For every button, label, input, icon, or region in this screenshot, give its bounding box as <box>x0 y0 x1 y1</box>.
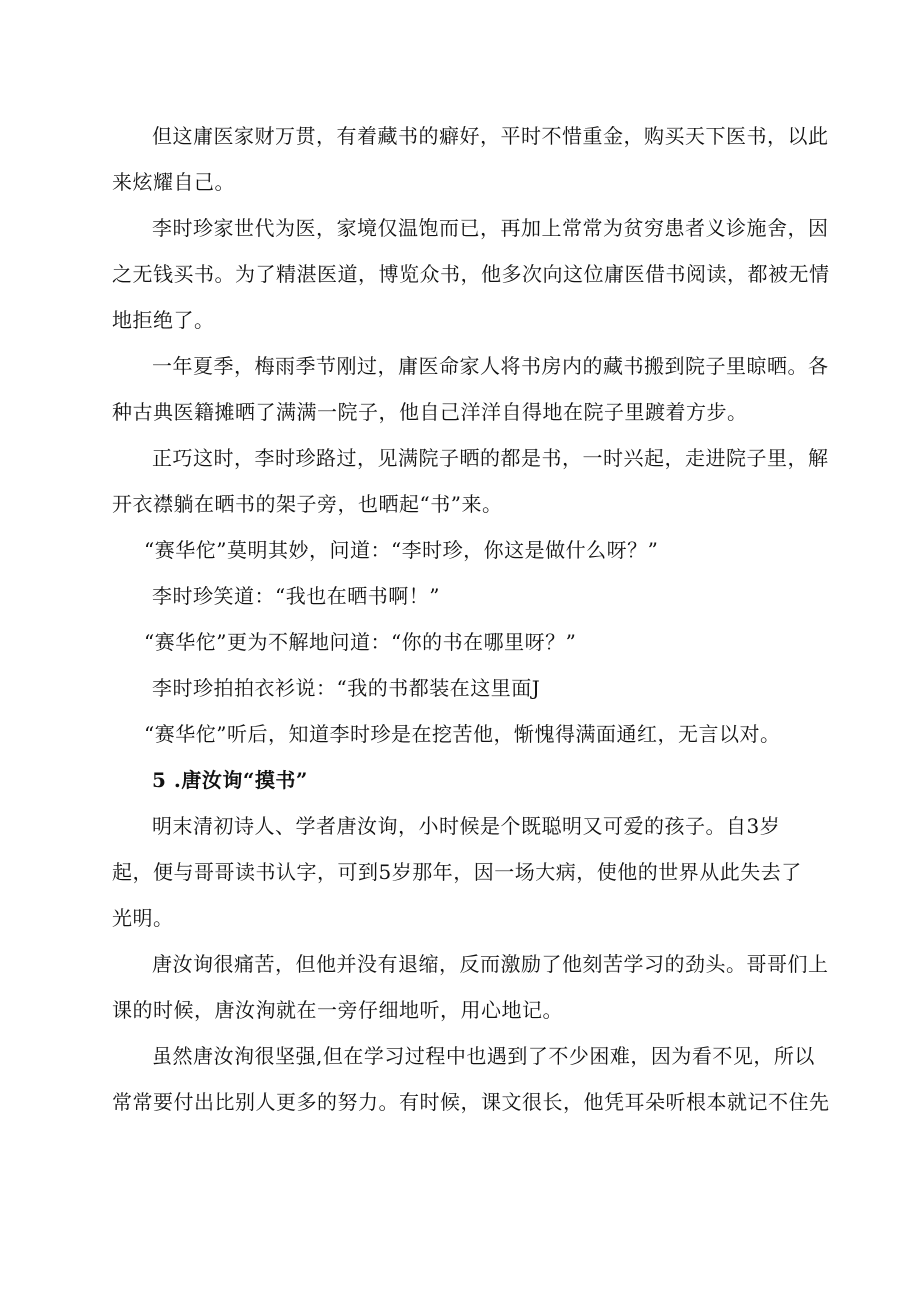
text-line: 课的时候，唐汝洵就在一旁仔细地听，用心地记。 <box>112 998 563 1022</box>
text-line: 李时珍拍拍衣衫说：“我的书都装在这里面J <box>152 676 541 700</box>
paragraph <box>112 435 829 527</box>
text-line: 但这庸医家财万贯，有着藏书的癖好，平时不惜重金，购买天下医书，以此 <box>152 124 829 148</box>
text-line: 正巧这时，李时珍路过，见满院子晒的都是书，一时兴起，走进院子里，解 <box>152 446 829 470</box>
text-line: 地拒绝了。 <box>112 308 215 332</box>
text-line: 虽然唐汝洵很坚强,但在学习过程中也遇到了不少困难，因为看不见，所以 <box>152 1044 815 1068</box>
section-heading <box>112 757 812 803</box>
paragraph <box>112 573 812 619</box>
text-line: “赛华佗”更为不解地问道：“你的书在哪里呀？” <box>144 630 577 654</box>
text-line: 李时珍家世代为医，家境仅温饱而已，再加上常常为贫穷患者义诊施舍，因 <box>152 216 829 240</box>
text-line: 起，便与哥哥读书认字，可到5岁那年，因一场大病，使他的世界从此失去了 <box>112 860 802 884</box>
section-heading-text: 5 .唐汝询“摸书” <box>152 768 308 792</box>
text-line: “赛华佗”莫明其妙，问道：“李时珍，你这是做什么呀？” <box>144 538 659 562</box>
paragraph <box>112 527 812 573</box>
text-line: 常常要付出比别人更多的努力。有时候，课文很长，他凭耳朵听根本就记不住先 <box>112 1090 830 1114</box>
paragraph <box>112 1033 830 1125</box>
text-line: “赛华佗”听后，知道李时珍是在挖苦他，惭愧得满面通红，无言以对。 <box>144 722 781 746</box>
text-line: 明末清初诗人、学者唐汝询，小时候是个既聪明又可爱的孩子。自3岁 <box>152 814 781 838</box>
text-line: 一年夏季，梅雨季节刚过，庸医命家人将书房内的藏书搬到院子里晾晒。各 <box>152 354 829 378</box>
text-line: 种古典医籍摊晒了满满一院子，他自己洋洋自得地在院子里踱着方步。 <box>112 400 748 424</box>
text-line: 光明。 <box>112 906 174 930</box>
text-line: 李时珍笑道：“我也在晒书啊！” <box>152 584 440 608</box>
text-line: 开衣襟躺在晒书的架子旁，也晒起“书”来。 <box>112 492 503 516</box>
text-line: 唐汝询很痛苦，但他并没有退缩，反而激励了他刻苦学习的劲头。哥哥们上 <box>152 952 829 976</box>
text-line: 之无钱买书。为了精湛医道，博览众书，他多次向这位庸医借书阅读，都被无情 <box>112 262 830 286</box>
document-body <box>112 113 830 1125</box>
paragraph <box>112 941 829 1033</box>
paragraph <box>112 205 830 343</box>
text-line: 来炫耀自己。 <box>112 170 235 194</box>
paragraph <box>112 711 812 757</box>
paragraph <box>112 113 829 205</box>
paragraph <box>112 343 829 435</box>
paragraph <box>112 619 812 665</box>
paragraph <box>112 665 812 711</box>
paragraph <box>112 803 812 941</box>
